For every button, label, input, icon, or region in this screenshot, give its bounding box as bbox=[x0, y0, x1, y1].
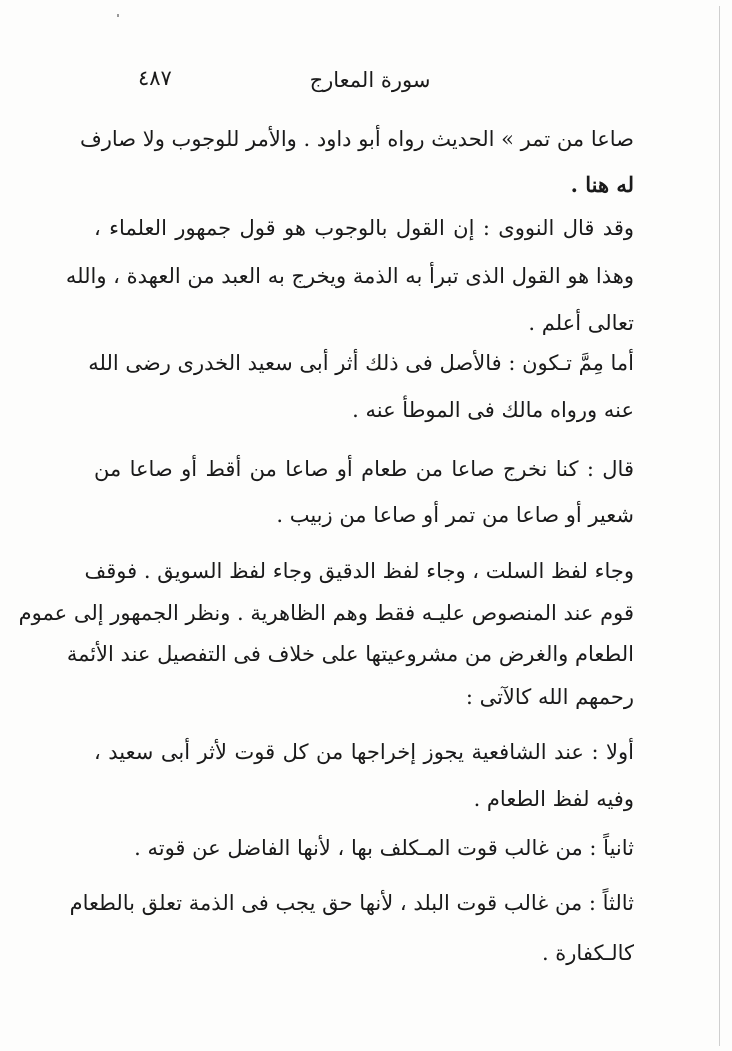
text-line: قال : كنا نخرج صاعا من طعام أو صاعا من أقط أو صاعا من bbox=[94, 457, 634, 481]
text-line: وجاء لفظ السلت ، وجاء لفظ الدقيق وجاء لفظ السويق . فوقف bbox=[84, 559, 634, 583]
text-line: الطعام والغرض من مشروعيتها على خلاف فى التفصيل عند الأئمة bbox=[66, 642, 634, 666]
text-line: شعير أو صاعا من تمر أو صاعا من زبيب . bbox=[276, 503, 634, 527]
text-line: صاعا من تمر » الحديث رواه أبو داود . والأمر للوجوب ولا صارف bbox=[79, 127, 634, 151]
text-line: أما مِمَّ تـكون : فالأصل فى ذلك أثر أبى سعيد الخدرى رضى الله bbox=[88, 351, 634, 375]
text-line: تعالى أعلم . bbox=[528, 311, 634, 335]
text-line: قوم عند المنصوص عليـه فقط وهم الظاهرية . ونظر الجمهور إلى عموم bbox=[18, 601, 634, 625]
text-line: له هنا . bbox=[570, 172, 634, 197]
text-line: وهذا هو القول الذى تبرأ به الذمة ويخرج به العبد من العهدة ، والله bbox=[65, 264, 634, 288]
text-line: ثالثاً : من غالب قوت البلد ، لأنها حق يجب فى الذمة تعلق بالطعام bbox=[69, 891, 634, 915]
text-line: رحمهم الله كالآتى : bbox=[465, 685, 634, 709]
page-number: ٤٨٧ bbox=[138, 66, 172, 90]
text-line: وقد قال النووى : إن القول بالوجوب هو قول جمهور العلماء ، bbox=[94, 216, 634, 240]
running-title: سورة المعارج bbox=[309, 68, 431, 92]
text-line: ثانياً : من غالب قوت المـكلف بها ، لأنها الفاضل عن قوته . bbox=[134, 836, 634, 860]
page-edge-line bbox=[719, 6, 720, 1046]
text-line: كالـكفارة . bbox=[541, 941, 634, 965]
text-line: أولا : عند الشافعية يجوز إخراجها من كل قوت لأثر أبى سعيد ، bbox=[94, 740, 634, 764]
text-line: وفيه لفظ الطعام . bbox=[473, 787, 634, 811]
scan-speck bbox=[117, 14, 119, 17]
page-header bbox=[100, 66, 640, 96]
text-line: عنه ورواه مالك فى الموطأ عنه . bbox=[352, 398, 634, 422]
